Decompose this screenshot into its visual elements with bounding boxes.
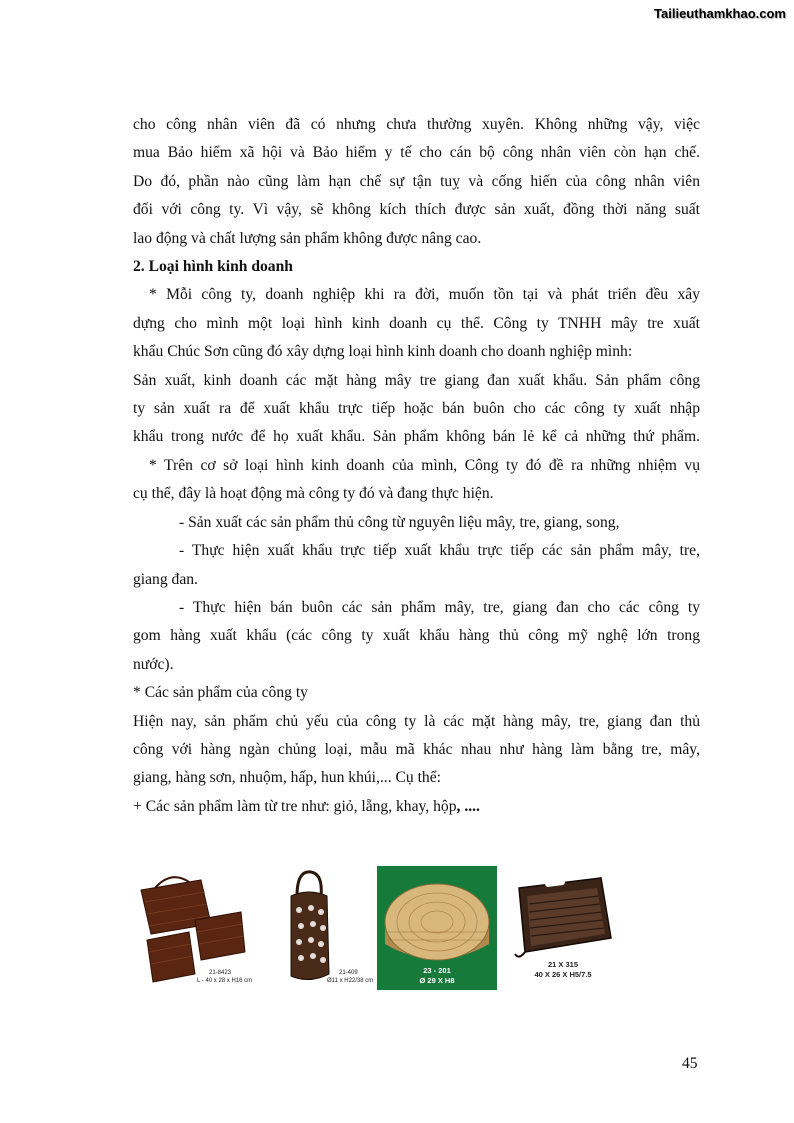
photo-vase	[283, 866, 374, 990]
baskets-image	[133, 866, 251, 990]
round-box-code: 23 - 201	[423, 966, 451, 975]
text-line: Do đó, phần nào cũng làm hạn chế sự tận tuỵ và cống hiến của công nhân viên	[133, 172, 700, 190]
text-line: công với hàng ngàn chủng loại, mẫu mã khác nhau như hàng làm bằng tre, mây,	[133, 740, 700, 758]
text-line: khẩu trong nước để họ xuất khẩu. Sản phẩm không bán lẻ kể cả những thứ phẩm.	[133, 428, 700, 446]
text-line: gom hàng xuất khẩu (các công ty xuất khẩu hàng thủ công mỹ nghệ lớn trong	[133, 627, 700, 645]
tray-code: 21 X 315	[547, 960, 579, 969]
text-line: dựng cho mình một loại hình kinh doanh cụ thể. Công ty TNHH mây tre xuất	[133, 314, 700, 332]
bamboo-products-line	[133, 793, 700, 821]
round-box-size: Ø 29 X H8	[419, 976, 455, 985]
watermark: Tailieuthamkhao.com	[654, 6, 786, 21]
baskets-code: 21-8423	[209, 970, 232, 976]
tray-size: 40 X 26 X H5/7.5	[534, 970, 592, 979]
text-line: giang, hàng sơn, nhuộm, hấp, hun khúi,... Cụ thể:	[133, 769, 441, 787]
vase-size: Ø11 x H22/38 cm	[327, 978, 374, 984]
vase-code: 21-409	[339, 970, 358, 976]
text-line: giang đan.	[133, 570, 198, 588]
text-line: Sản xuất, kinh doanh các mặt hàng mây tre giang đan xuất khẩu. Sản phẩm công	[133, 371, 700, 389]
text-line: Hiện nay, sản phẩm chủ yếu của công ty là các mặt hàng mây, tre, giang đan thủ	[133, 712, 700, 730]
text-line: lao động và chất lượng sản phẩm không được nâng cao.	[133, 229, 482, 247]
text-line: đối với công ty. Vì vậy, sẽ không kích thích được sản xuất, đồng thời năng suất	[133, 201, 700, 219]
products-heading: * Các sản phẩm của công ty	[133, 684, 308, 702]
list-item: - Thực hiện bán buôn các sản phẩm mây, tre, giang đan cho các công ty	[179, 598, 700, 616]
text-line: * Trên cơ sở loại hình kinh doanh của mình, Công ty đó đề ra những nhiệm vụ	[149, 456, 700, 474]
document-body	[133, 111, 700, 821]
list-item: - Thực hiện xuất khẩu trực tiếp xuất khẩu trực tiếp các sản phẩm mây, tre,	[179, 542, 700, 560]
photo-round-box	[377, 866, 497, 990]
photo-tray	[507, 866, 619, 990]
product-photos	[133, 866, 653, 990]
bamboo-products-ellipsis: , ....	[456, 797, 480, 815]
text-line: mua Bảo hiểm xã hội và Bảo hiểm y tế cho cán bộ công nhân viên còn hạn chế.	[133, 144, 700, 162]
list-item: - Sản xuất các sản phẩm thủ công từ nguyên liệu mây, tre, giang, song,	[179, 513, 620, 531]
text-line: ty sản xuất ra để xuất khẩu trực tiếp hoặc bán buôn cho các công ty xuất nhập	[133, 400, 700, 418]
text-line: cụ thể, đây là hoạt động mà công ty đó và đang thực hiện.	[133, 485, 494, 503]
section-heading: 2. Loại hình kinh doanh	[133, 258, 293, 276]
photo-baskets	[133, 866, 251, 990]
baskets-size: L - 40 x 28 x H16 cm	[197, 978, 253, 984]
text-line: nước).	[133, 655, 174, 673]
page-number: 45	[682, 1055, 698, 1072]
text-line: khẩu Chúc Sơn cũng đó xây dựng loại hình kinh doanh cho doanh nghiệp mình:	[133, 343, 633, 361]
text-line: * Mỗi công ty, doanh nghiệp khi ra đời, muốn tồn tại và phát triển đều xây	[149, 286, 700, 304]
bamboo-products-text: + Các sản phẩm làm từ tre như: giỏ, lẵng, khay, hộp	[133, 797, 457, 815]
text-line: cho công nhân viên đã có nhưng chưa thường xuyên. Không những vậy, việc	[133, 116, 700, 133]
